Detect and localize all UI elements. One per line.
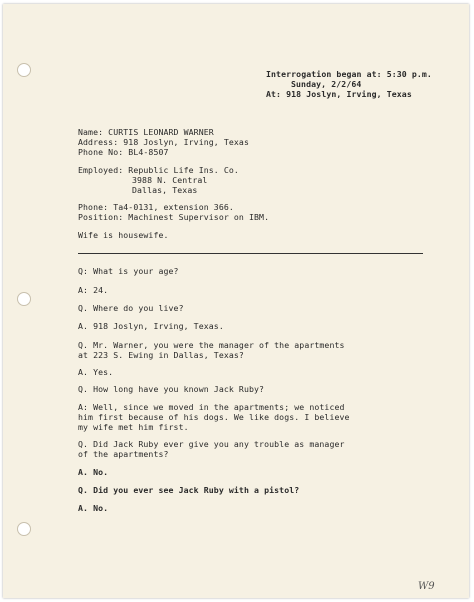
- interrogation-time: Interrogation began at: 5:30 p.m.: [266, 69, 432, 79]
- question-continued: at 223 S. Ewing in Dallas, Texas?: [78, 350, 244, 360]
- interrogation-location: At: 918 Joslyn, Irving, Texas: [266, 89, 412, 99]
- document-page: [3, 4, 469, 598]
- question-continued: of the apartments?: [78, 449, 169, 459]
- answer: A. No.: [78, 467, 109, 477]
- spouse-note: Wife is housewife.: [78, 230, 169, 240]
- divider-line: [78, 253, 423, 254]
- employer-name: Employed: Republic Life Ins. Co.: [78, 165, 239, 175]
- punch-hole: [17, 292, 31, 306]
- answer: A. 918 Joslyn, Irving, Texas.: [78, 321, 224, 331]
- question: Q. Did you ever see Jack Ruby with a pistol?: [78, 485, 300, 495]
- employer-street: 3988 N. Central: [132, 175, 208, 185]
- question: Q. Where do you live?: [78, 303, 184, 313]
- subject-name: Name: CURTIS LEONARD WARNER: [78, 127, 214, 137]
- question: Q. How long have you known Jack Ruby?: [78, 384, 265, 394]
- subject-position: Position: Machinest Supervisor on IBM.: [78, 212, 270, 222]
- answer-continued: my wife met him first.: [78, 422, 189, 432]
- punch-hole: [17, 63, 31, 77]
- answer: A: 24.: [78, 285, 109, 295]
- answer-continued: him first because of his dogs. We like dogs. I believe: [78, 412, 350, 422]
- work-phone: Phone: Ta4-0131, extension 366.: [78, 202, 234, 212]
- interrogation-date: Sunday, 2/2/64: [291, 79, 362, 89]
- answer: A: Well, since we moved in the apartments; we noticed: [78, 402, 345, 412]
- subject-address: Address: 918 Joslyn, Irving, Texas: [78, 137, 249, 147]
- answer: A. No.: [78, 503, 109, 513]
- employer-city: Dallas, Texas: [132, 185, 198, 195]
- handwritten-page-mark: W9: [418, 581, 435, 592]
- question: Q: What is your age?: [78, 266, 179, 276]
- question: Q. Did Jack Ruby ever give you any trouble as manager: [78, 439, 345, 449]
- answer: A. Yes.: [78, 367, 114, 377]
- punch-hole: [17, 522, 31, 536]
- subject-phone: Phone No: BL4-8507: [78, 147, 169, 157]
- question: Q. Mr. Warner, you were the manager of the apartments: [78, 340, 345, 350]
